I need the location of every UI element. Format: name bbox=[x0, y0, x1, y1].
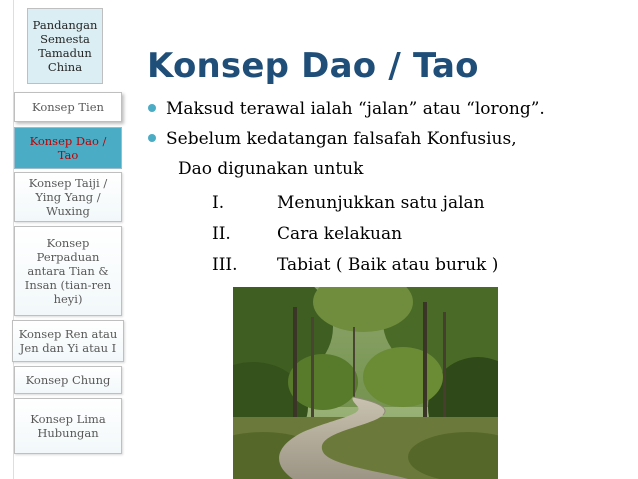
bullet-text: Maksud terawal ialah “jalan” atau “lorong”. bbox=[166, 99, 545, 119]
list-numeral: I. bbox=[212, 193, 225, 213]
sidebar-item-tien[interactable] bbox=[14, 92, 122, 122]
sidebar-title bbox=[27, 8, 103, 84]
sidebar-item-lima-hubungan[interactable] bbox=[14, 398, 122, 454]
list-text: Cara kelakuan bbox=[277, 224, 403, 244]
bullet-icon bbox=[148, 134, 156, 142]
list-text: Menunjukkan satu jalan bbox=[277, 193, 485, 213]
sidebar-item-ren[interactable] bbox=[12, 320, 124, 362]
bullet-item bbox=[148, 99, 545, 119]
bullet-text: Sebelum kedatangan falsafah Konfusius, bbox=[166, 129, 517, 149]
list-numeral: III. bbox=[212, 255, 238, 275]
sidebar-item-chung[interactable] bbox=[14, 366, 122, 394]
sidebar-item-label: Konsep Tien bbox=[32, 100, 104, 114]
bullet-icon bbox=[148, 104, 156, 112]
sidebar-item-taiji[interactable] bbox=[14, 172, 122, 222]
sidebar-item-label: Konsep Perpaduan antara Tian & Insan (tian-ren heyi) bbox=[24, 236, 112, 306]
sidebar-item-label: Konsep Ren atau Jen dan Yi atau I bbox=[18, 327, 118, 355]
sidebar-item-label: Konsep Taiji / Ying Yang / Wuxing bbox=[28, 176, 108, 218]
sidebar-item-label: Konsep Chung bbox=[25, 373, 111, 387]
sidebar-item-perpaduan[interactable] bbox=[14, 226, 122, 316]
sidebar-title-text: Pandangan Semesta Tamadun China bbox=[32, 18, 98, 74]
sidebar-item-label: Konsep Lima Hubungan bbox=[30, 412, 106, 440]
bullet-continuation: Dao digunakan untuk bbox=[178, 159, 364, 179]
list-text: Tabiat ( Baik atau buruk ) bbox=[277, 255, 499, 275]
list-numeral: II. bbox=[212, 224, 231, 244]
slide-title: Konsep Dao / Tao bbox=[147, 46, 479, 86]
sidebar-item-label: Konsep Dao / Tao bbox=[29, 134, 107, 162]
forest-road-image bbox=[233, 287, 498, 479]
bullet-item bbox=[148, 129, 517, 149]
sidebar-item-dao-active[interactable] bbox=[14, 127, 122, 169]
